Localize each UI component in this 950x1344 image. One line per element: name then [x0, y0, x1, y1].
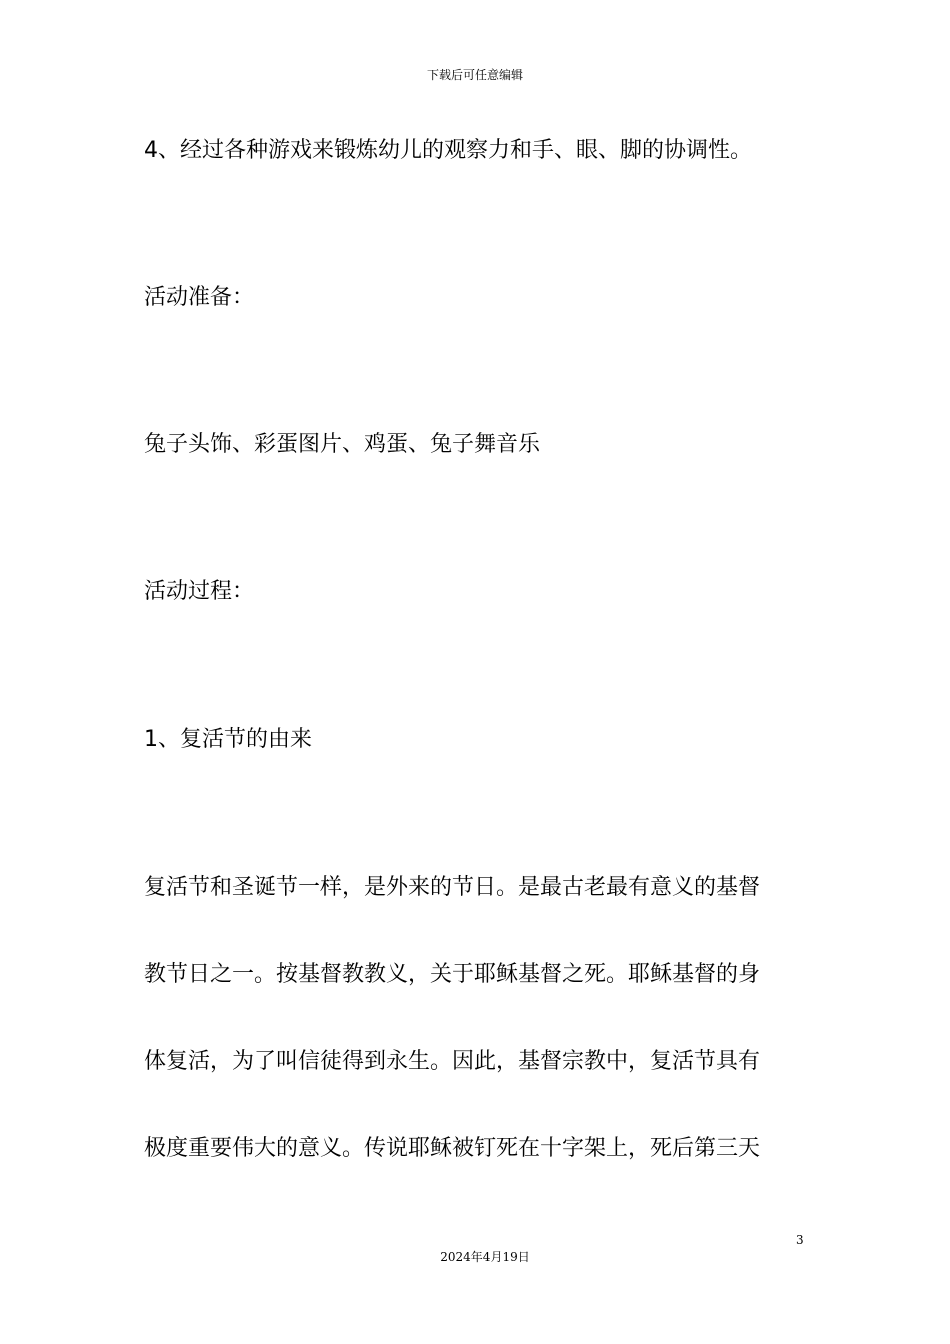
preparation-heading: 活动准备： — [144, 285, 255, 310]
step-1-heading: 1、复活节的由来 — [144, 727, 312, 752]
easter-origin-paragraph — [144, 873, 804, 1221]
page-number: 3 — [796, 1233, 804, 1247]
header-note: 下载后可任意编辑 — [426, 68, 523, 82]
objective-4: 4、经过各种游戏来锻炼幼儿的观察力和手、眼、脚的协调性。 — [144, 138, 752, 163]
preparation-items: 兔子头饰、彩蛋图片、鸡蛋、兔子舞音乐 — [144, 432, 541, 457]
paragraph-line: 复活节和圣诞节一样，是外来的节日。是最古老最有意义的基督 — [144, 875, 761, 900]
paragraph-line: 教节日之一。按基督教教义，关于耶稣基督之死。耶稣基督的身 — [144, 962, 761, 987]
paragraph-line: 极度重要伟大的意义。传说耶稣被钉死在十字架上，死后第三天 — [144, 1136, 761, 1161]
footer-date: 2024年4月19日 — [440, 1250, 530, 1264]
process-heading: 活动过程： — [144, 579, 255, 604]
paragraph-line: 体复活，为了叫信徒得到永生。因此，基督宗教中，复活节具有 — [144, 1049, 761, 1074]
